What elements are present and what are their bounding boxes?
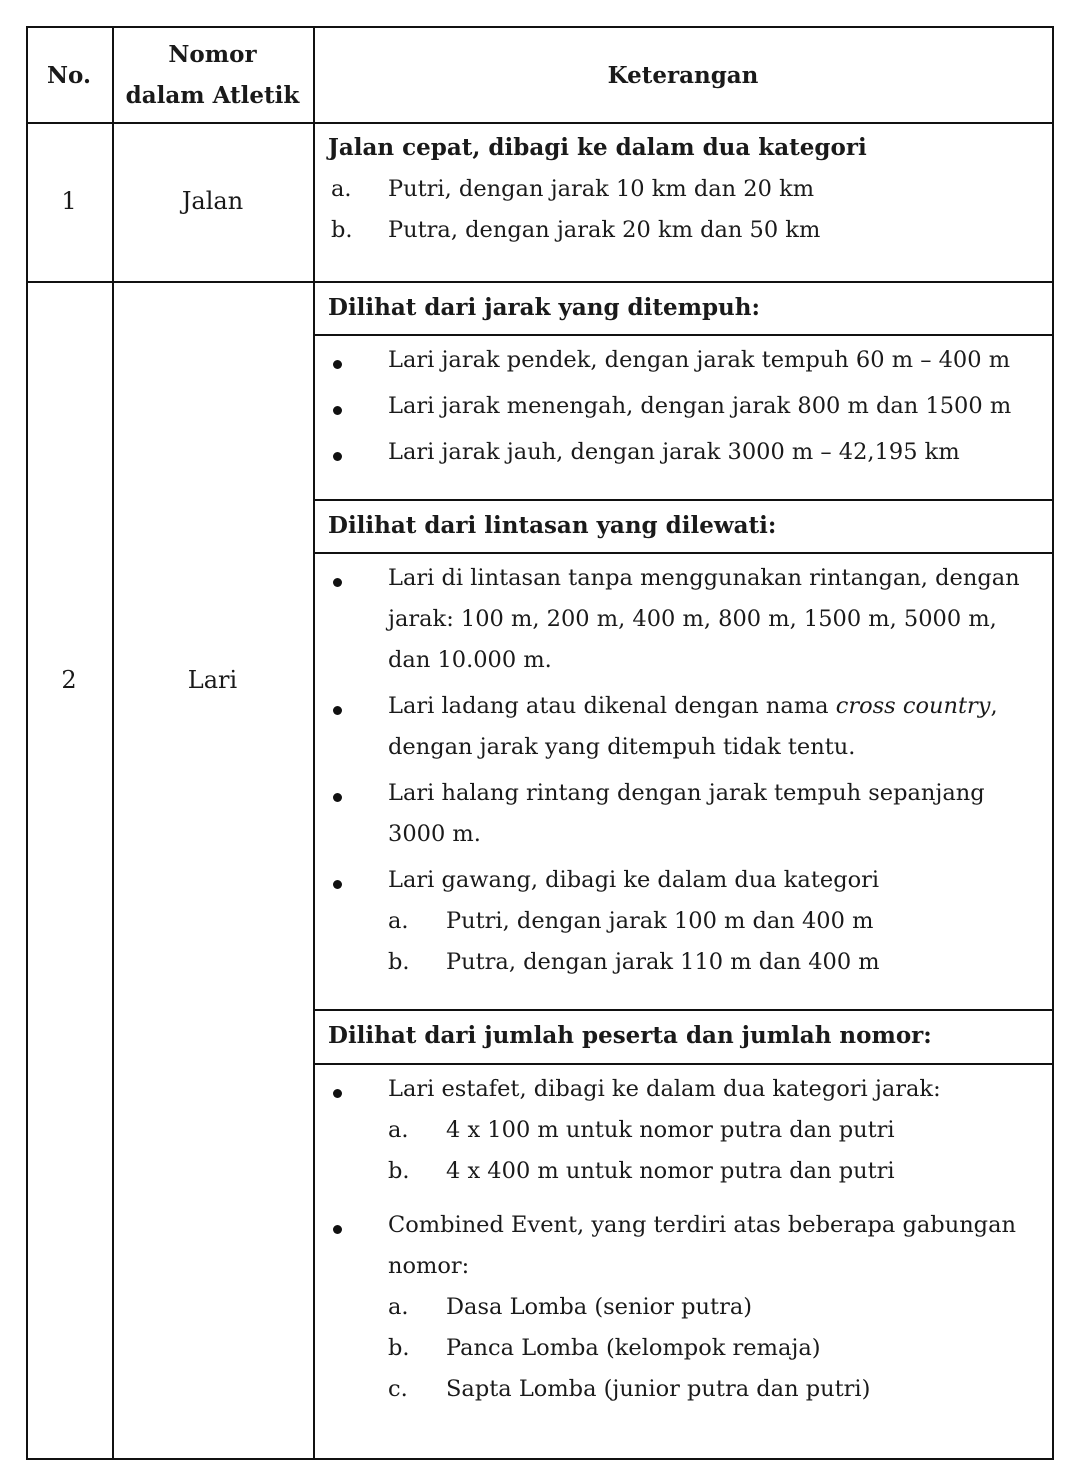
section3-title: Dilihat dari jumlah peserta dan jumlah nomor: — [328, 1022, 932, 1049]
bullet — [333, 880, 342, 889]
header-nomor — [113, 28, 312, 122]
section2-item1-line: Lari di lintasan tanpa menggunakan rintangan, dengan — [388, 565, 1020, 591]
section2-title: Dilihat dari lintasan yang dilewati: — [328, 512, 777, 539]
bullet — [333, 360, 342, 369]
section3-item1: Lari estafet, dibagi ke dalam dua kategori jarak: — [388, 1076, 941, 1102]
row1-item-text: Putra, dengan jarak 20 km dan 50 km — [388, 217, 821, 243]
sub-text: Putra, dengan jarak 110 m dan 400 m — [446, 949, 880, 975]
section1-item: Lari jarak pendek, dengan jarak tempuh 60 m – 400 m — [388, 347, 1011, 373]
section3-item2-line: nomor: — [388, 1253, 470, 1279]
row1-item-label: b. — [331, 217, 353, 243]
bullet — [333, 578, 342, 587]
bullet — [333, 1225, 342, 1234]
header-no: No. — [47, 61, 91, 89]
item2-post: , — [990, 693, 998, 719]
row1-item-label: a. — [331, 176, 352, 202]
bullet — [333, 452, 342, 461]
bullet — [333, 793, 342, 802]
sub-text: Dasa Lomba (senior putra) — [446, 1294, 753, 1320]
section2-item1-line: dan 10.000 m. — [388, 647, 552, 673]
row1-title: Jalan cepat, dibagi ke dalam dua kategori — [328, 134, 867, 161]
sub-label: a. — [388, 908, 409, 934]
sub-label: b. — [388, 949, 410, 975]
row2-no: 2 — [61, 666, 77, 694]
bullet — [333, 406, 342, 415]
section1-item: Lari jarak menengah, dengan jarak 800 m dan 1500 m — [388, 393, 1012, 419]
section1-title: Dilihat dari jarak yang ditempuh: — [328, 294, 760, 321]
sub-divider — [313, 552, 1052, 554]
bullet — [333, 1089, 342, 1098]
section2-item3-line: 3000 m. — [388, 821, 481, 847]
item2-pre: Lari ladang atau dikenal dengan nama — [388, 693, 836, 719]
sub-text: Putri, dengan jarak 100 m dan 400 m — [446, 908, 874, 934]
header-nomor-line1: Nomor — [168, 41, 257, 68]
header-nomor-line2: dalam Atletik — [125, 82, 300, 109]
sub-label: a. — [388, 1294, 409, 1320]
sub-text: Sapta Lomba (junior putra dan putri) — [446, 1376, 871, 1402]
section2-item4: Lari gawang, dibagi ke dalam dua kategori — [388, 867, 880, 893]
section2-item3-line: Lari halang rintang dengan jarak tempuh sepanjang — [388, 780, 985, 806]
row1-item-text: Putri, dengan jarak 10 km dan 20 km — [388, 176, 815, 202]
sub-text: 4 x 400 m untuk nomor putra dan putri — [446, 1158, 895, 1184]
sub-divider — [313, 1009, 1052, 1011]
row1-no: 1 — [61, 187, 77, 215]
sub-label: a. — [388, 1117, 409, 1143]
item2-em: cross country — [835, 693, 991, 719]
sub-label: b. — [388, 1335, 410, 1361]
section1-item: Lari jarak jauh, dengan jarak 3000 m – 42,195 km — [388, 439, 960, 465]
col-divider-2 — [313, 28, 315, 1458]
sub-label: b. — [388, 1158, 410, 1184]
sub-text: Panca Lomba (kelompok remaja) — [446, 1335, 821, 1361]
sub-divider — [313, 334, 1052, 336]
section2-item2-line2: dengan jarak yang ditempuh tidak tentu. — [388, 734, 856, 760]
bullet — [333, 706, 342, 715]
section2-item2-line1 — [388, 693, 998, 719]
sub-divider — [313, 1063, 1052, 1065]
row2-nomor: Lari — [187, 666, 238, 694]
section3-item2-line: Combined Event, yang terdiri atas beberapa gabungan — [388, 1212, 1016, 1238]
section2-item1-line: jarak: 100 m, 200 m, 400 m, 800 m, 1500 m, 5000 m, — [388, 606, 997, 632]
sub-divider — [313, 499, 1052, 501]
sub-text: 4 x 100 m untuk nomor putra dan putri — [446, 1117, 895, 1143]
sub-label: c. — [388, 1376, 408, 1402]
header-keterangan: Keterangan — [607, 61, 759, 89]
row1-nomor: Jalan — [181, 187, 244, 215]
